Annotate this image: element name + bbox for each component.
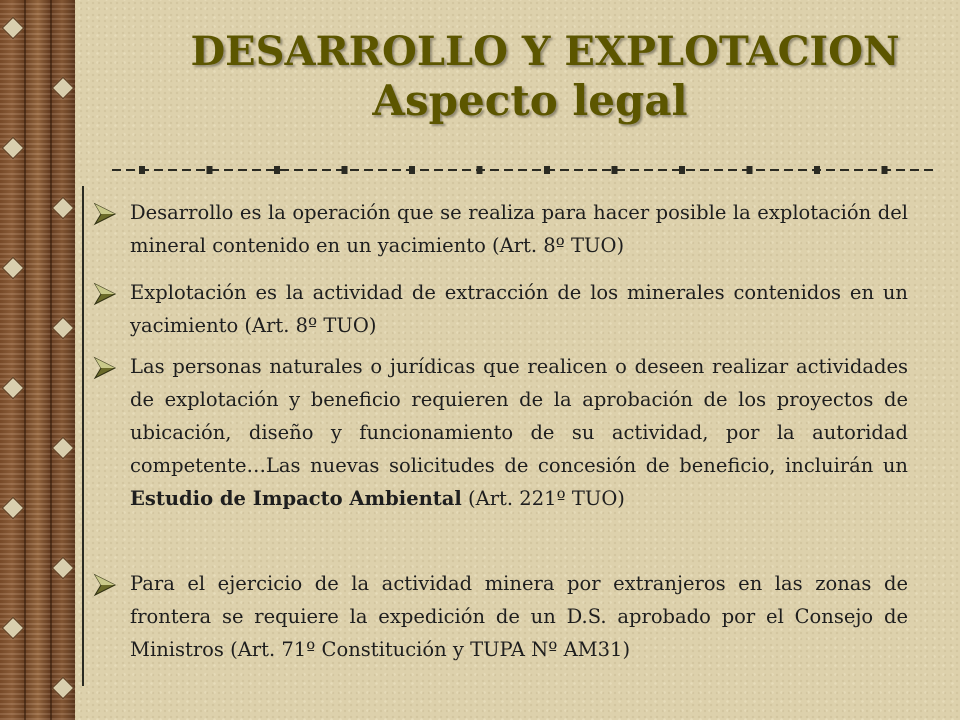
divider-dot [477,166,483,174]
slide-subtitle: Aspecto legal [372,76,688,125]
dashed-divider-line [112,164,934,176]
divider-dot [814,166,820,174]
divider-dot [612,166,618,174]
divider-dot [274,166,280,174]
divider-dot [139,166,145,174]
arrow-bullet-icon [92,572,118,598]
divider-dot [882,166,888,174]
bullet-text: Explotación es la actividad de extracción de los minerales contenidos en un yacimiento (Art. 8º TUO) [130,281,908,337]
slide-content [82,186,940,686]
bullet-item [88,196,908,262]
bullet-item [88,276,908,342]
bullet-text-part: (Art. 221º TUO) [461,487,625,510]
divider-dot [747,166,753,174]
bullet-item [88,567,908,666]
side-bar-seam [24,0,26,720]
bullet-text-part: Las personas naturales o jurídicas que realicen o deseen realizar actividades de explotación y beneficio requieren de la aprobación de los proyectos de ubicación, diseño y funcionamiento de su actividad, por la autoridad competente…Las nuevas solicitudes de concesión de beneficio, incluirán un [130,355,908,477]
divider-dot [679,166,685,174]
side-bar-diamond [52,77,75,100]
side-bar-seam [50,0,52,720]
side-bar-diamond [2,137,25,160]
bullet-text [130,350,908,515]
bullet-item [88,350,908,515]
side-bar-diamond [52,317,75,340]
side-bar-diamond [2,257,25,280]
side-bar-diamond [52,437,75,460]
side-bar-diamond [52,557,75,580]
divider-dot [342,166,348,174]
divider-dot [409,166,415,174]
side-bar-diamond [52,677,75,700]
arrow-bullet-icon [92,281,118,307]
side-bar-diamond [2,617,25,640]
slide-title: DESARROLLO Y EXPLOTACION [190,28,900,75]
bullet-text: Para el ejercicio de la actividad minera por extranjeros en las zonas de frontera se requiere la expedición de un D.S. aprobado por el Consejo de Ministros (Art. 71º Constitución y TUPA Nº AM31) [130,572,908,661]
side-bar-diamond [2,17,25,40]
arrow-bullet-icon [92,355,118,381]
side-bar-diamond [2,497,25,520]
decorative-side-bar [0,0,75,720]
bullet-bold-text: Estudio de Impacto Ambiental [130,487,462,510]
arrow-bullet-icon [92,201,118,227]
bullet-text: Desarrollo es la operación que se realiza para hacer posible la explotación del mineral contenido en un yacimiento (Art. 8º TUO) [130,201,908,257]
divider-dot [207,166,213,174]
side-bar-diamond [2,377,25,400]
side-bar-diamond [52,197,75,220]
divider-dot [544,166,550,174]
